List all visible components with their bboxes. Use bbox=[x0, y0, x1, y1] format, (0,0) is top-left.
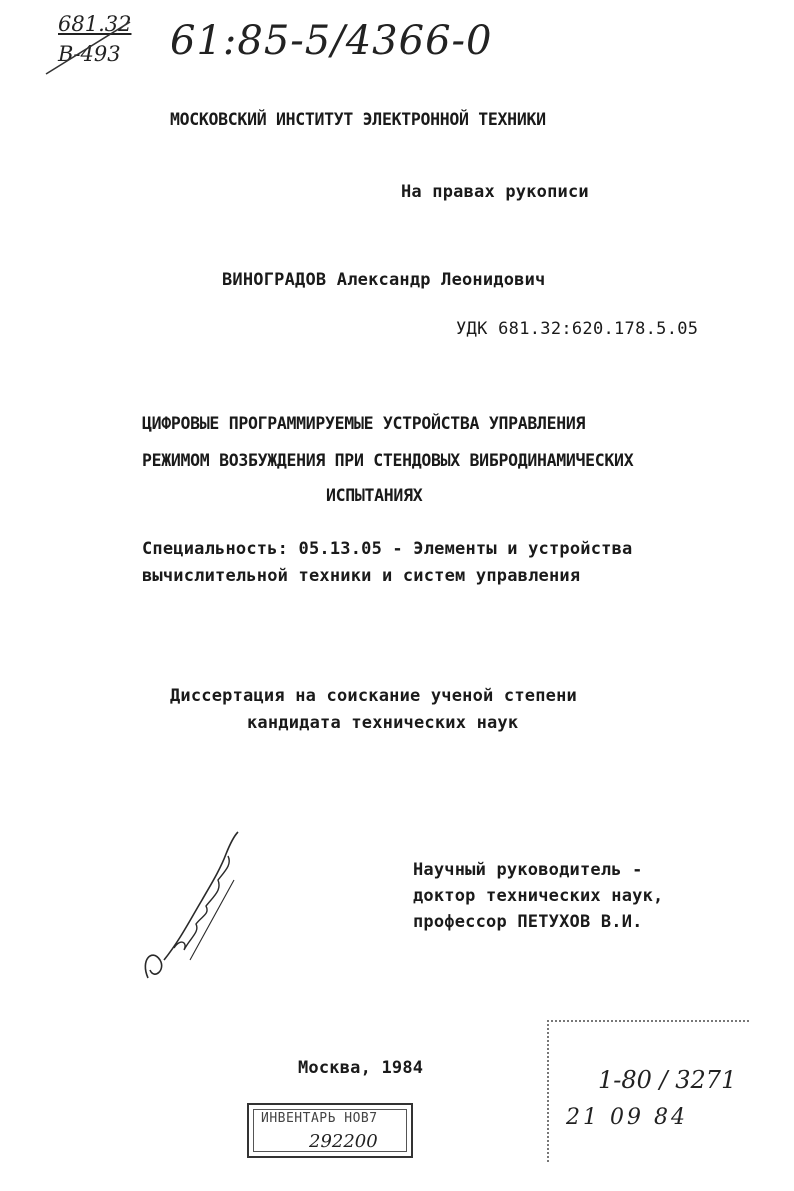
corner-code-bottom: В-493 bbox=[58, 42, 121, 66]
supervisor-line-2: доктор технических наук, bbox=[413, 886, 664, 906]
specialty-line-2: вычислительной техники и систем управления bbox=[142, 566, 581, 586]
registration-date: 21 09 84 bbox=[566, 1105, 688, 1130]
udc-code: УДК 681.32:620.178.5.05 bbox=[456, 319, 699, 339]
title-line-3: ИСПЫТАНИЯХ bbox=[326, 486, 423, 505]
title-line-2: РЕЖИМОМ ВОЗБУЖДЕНИЯ ПРИ СТЕНДОВЫХ ВИБРОДИНАМИЧЕСКИХ bbox=[142, 451, 634, 470]
city-year: Москва, 1984 bbox=[298, 1058, 424, 1078]
corner-code-top: 681.32 bbox=[58, 12, 132, 36]
corner-slash-mark bbox=[38, 14, 138, 78]
register-number: 61:85-5/4366-0 bbox=[170, 18, 493, 64]
stamp-number: 292200 bbox=[309, 1131, 378, 1152]
institute-name: МОСКОВСКИЙ ИНСТИТУТ ЭЛЕКТРОННОЙ ТЕХНИКИ bbox=[170, 110, 546, 129]
stamp-text: ИНВЕНТАРЬ НОВ7 bbox=[261, 1111, 378, 1126]
title-line-1: ЦИФРОВЫЕ ПРОГРАММИРУЕМЫЕ УСТРОЙСТВА УПРАВЛЕНИЯ bbox=[142, 414, 586, 433]
supervisor-line-1: Научный руководитель - bbox=[413, 860, 643, 880]
specialty-line-1: Специальность: 05.13.05 - Элементы и устройства bbox=[142, 539, 633, 559]
dissertation-line-1: Диссертация на соискание ученой степени bbox=[170, 686, 577, 706]
registration-code: 1-80 / 3271 bbox=[598, 1066, 737, 1094]
rights-note: На правах рукописи bbox=[401, 182, 589, 202]
author-name: ВИНОГРАДОВ Александр Леонидович bbox=[222, 270, 546, 290]
supervisor-line-3: профессор ПЕТУХОВ В.И. bbox=[413, 912, 643, 932]
dissertation-line-2: кандидата технических наук bbox=[247, 713, 519, 733]
handwritten-signature bbox=[130, 820, 250, 990]
inventory-stamp bbox=[247, 1103, 413, 1158]
